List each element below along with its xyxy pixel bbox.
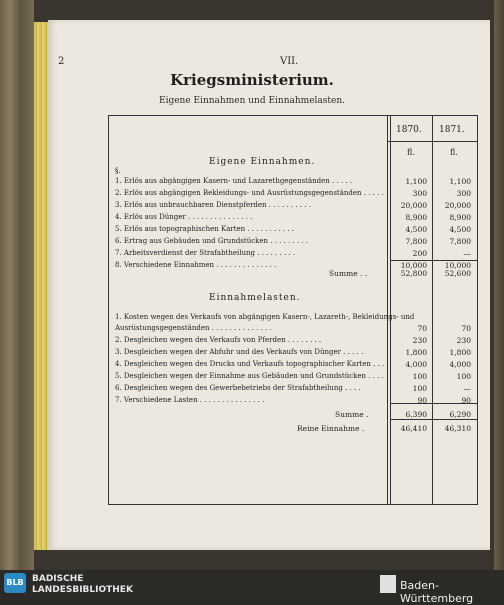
income-sum-1871: 52,600 xyxy=(444,269,471,278)
table-row-label: 7. Arbeitsverdienst der Strafabtheilung . . . . . . . . . xyxy=(115,249,296,257)
table-cell: 1,100 xyxy=(405,177,427,186)
table-cell: 230 xyxy=(456,336,471,345)
burdens-heading: Einnahmelasten. xyxy=(209,293,301,303)
table-cell: 1,800 xyxy=(449,348,471,357)
budget-table xyxy=(108,115,478,505)
table-row-label: 5. Erlös aus topographischen Karten . . . . . . . . . . . xyxy=(115,225,295,233)
library-name-line1: BADISCHE xyxy=(32,574,84,584)
header-rule xyxy=(387,141,477,142)
table-row-label: 2. Erlös aus abgängigen Bekleidungs- und Ausrüstungsgegenständen . . . . . xyxy=(115,189,384,197)
page-subtitle: Eigene Einnahmen und Einnahmelasten. xyxy=(159,96,345,106)
table-cell: 10,000 xyxy=(400,261,427,270)
table-cell: 100 xyxy=(412,384,427,393)
sum-rule xyxy=(390,403,477,404)
unit-1871: fl. xyxy=(450,148,458,157)
net-income-label: Reine Einnahme . xyxy=(297,424,365,433)
table-cell: 20,000 xyxy=(400,201,427,210)
table-cell: 200 xyxy=(412,249,427,258)
column-divider xyxy=(387,116,388,504)
table-cell: 4,000 xyxy=(405,360,427,369)
table-cell: 8,900 xyxy=(449,213,471,222)
table-cell: 1,100 xyxy=(449,177,471,186)
table-cell: 100 xyxy=(456,372,471,381)
table-cell: 300 xyxy=(412,189,427,198)
table-row-label: Ausrüstungsgegenständen . . . . . . . . . . . . . . xyxy=(115,324,272,332)
table-row-label: 8. Verschiedene Einnahmen . . . . . . . . . . . . . . xyxy=(115,261,277,269)
table-row-label: 1. Erlös aus abgängigen Kasern- und Lazarethgegenständen . . . . . xyxy=(115,177,353,185)
table-cell: 90 xyxy=(417,396,427,405)
table-cell: 70 xyxy=(461,324,471,333)
table-row-label: 5. Desgleichen wegen der Einnahme aus Gebäuden und Grundstücken . . . . xyxy=(115,372,384,380)
table-cell: 20,000 xyxy=(444,201,471,210)
table-row-label: 6. Desgleichen wegen des Gewerbebetriebs der Strafabtheilung . . . . xyxy=(115,384,361,392)
table-cell: 300 xyxy=(456,189,471,198)
income-sum-label: Summe . . xyxy=(329,269,368,278)
table-cell: 8,900 xyxy=(405,213,427,222)
net-income-1870: 46,410 xyxy=(400,424,427,433)
income-sum-1870: 52,800 xyxy=(400,269,427,278)
table-cell: 7,800 xyxy=(405,237,427,246)
table-row-label: 3. Desgleichen wegen der Abfuhr und des Verkaufs von Dünger . . . . . xyxy=(115,348,364,356)
table-cell: 10,000 xyxy=(444,261,471,270)
income-heading: Eigene Einnahmen. xyxy=(209,157,316,167)
column-divider xyxy=(432,116,433,504)
table-row-label: 7. Verschiedene Lasten . . . . . . . . . . . . . . . xyxy=(115,396,265,404)
burdens-sum-1871: 6,290 xyxy=(449,410,471,419)
table-row-label: 6. Ertrag aus Gebäuden und Grundstücken . . . . . . . . . xyxy=(115,237,309,245)
table-row-label: 1. Kosten wegen des Verkaufs von abgängigen Kasern-, Lazareth-, Bekleidungs- und xyxy=(115,313,415,321)
table-cell: 70 xyxy=(417,324,427,333)
table-cell: 4,500 xyxy=(449,225,471,234)
table-cell: 4,000 xyxy=(449,360,471,369)
library-name-line2: LANDESBIBLIOTHEK xyxy=(32,585,133,595)
column-header-1871: 1871. xyxy=(439,125,465,135)
burdens-sum-1870: 6,390 xyxy=(405,410,427,419)
table-row-label: 4. Desgleichen wegen des Drucks und Verkaufs topographischer Karten . . . . xyxy=(115,360,389,368)
state-name[interactable]: Baden-Württemberg xyxy=(400,579,474,605)
section-marker: §. xyxy=(115,167,121,175)
table-cell: 1,800 xyxy=(405,348,427,357)
page-title: Kriegsministerium. xyxy=(170,71,334,89)
table-cell: 7,800 xyxy=(449,237,471,246)
unit-1870: fl. xyxy=(407,148,415,157)
net-rule xyxy=(390,419,477,420)
table-cell: 100 xyxy=(412,372,427,381)
table-row-label: 2. Desgleichen wegen des Verkaufs von Pferden . . . . . . . . xyxy=(115,336,322,344)
sum-rule xyxy=(390,260,477,261)
table-cell: 230 xyxy=(412,336,427,345)
table-row-label: 3. Erlös aus unbrauchbaren Dienstpferden . . . . . . . . . . xyxy=(115,201,312,209)
table-row-label: 4. Erlös aus Dünger . . . . . . . . . . . . . . . xyxy=(115,213,253,221)
table-cell: 90 xyxy=(461,396,471,405)
page-number: 2 xyxy=(58,56,65,67)
blb-logo[interactable]: BLB xyxy=(4,573,26,593)
column-header-1870: 1870. xyxy=(396,125,422,135)
burdens-sum-label: Summe . xyxy=(335,410,369,419)
table-cell: — xyxy=(463,384,471,393)
section-number: VII. xyxy=(280,56,299,67)
column-divider xyxy=(390,116,391,504)
state-coat-of-arms-icon xyxy=(380,575,396,593)
table-cell: — xyxy=(463,249,471,258)
net-income-1871: 46,310 xyxy=(444,424,471,433)
table-cell: 4,500 xyxy=(405,225,427,234)
